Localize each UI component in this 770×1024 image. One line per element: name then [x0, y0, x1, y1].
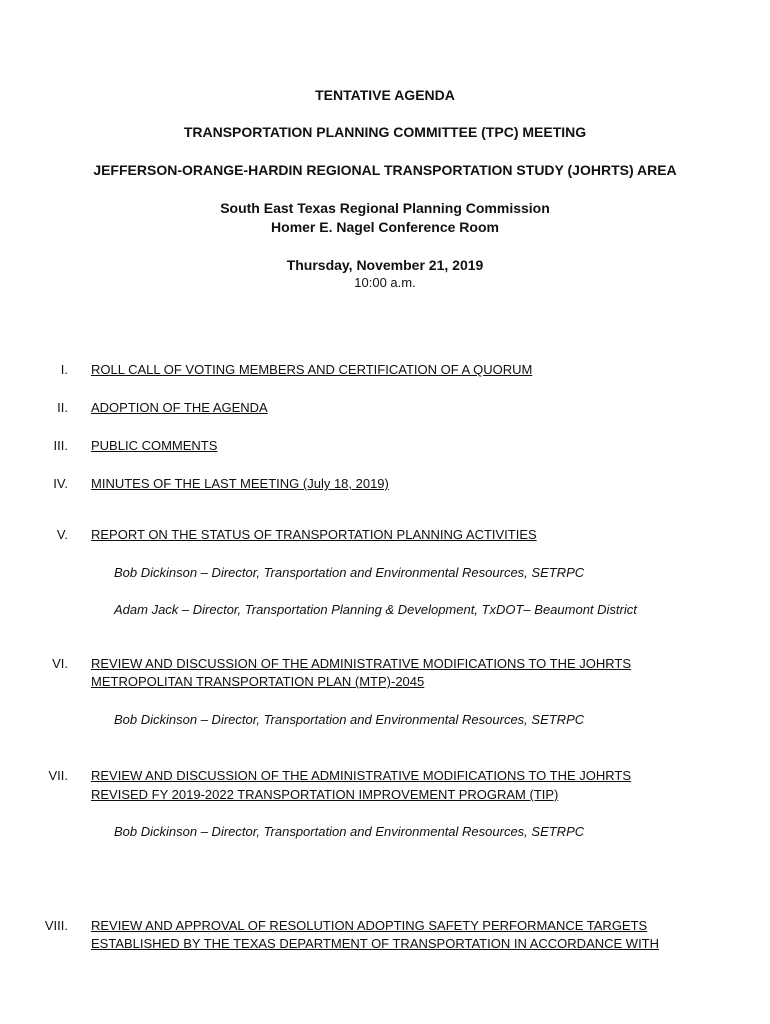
agenda-item-title-continued: ESTABLISHED BY THE TEXAS DEPARTMENT OF TRANSPORTATION IN ACCORDANCE WITH: [91, 936, 660, 951]
item-number: III.: [53, 438, 68, 453]
item-number: II.: [57, 400, 68, 415]
item-number: IV.: [53, 476, 68, 491]
agenda-item-title: REPORT ON THE STATUS OF TRANSPORTATION PLANNING ACTIVITIES: [91, 527, 537, 542]
presenter-line: Bob Dickinson – Director, Transportation and Environmental Resources, SETRPC: [114, 565, 585, 580]
presenter-line: Bob Dickinson – Director, Transportation and Environmental Resources, SETRPC: [114, 824, 585, 839]
presenter-line: Adam Jack – Director, Transportation Planning & Development, TxDOT– Beaumont District: [114, 602, 637, 617]
agenda-item-title: MINUTES OF THE LAST MEETING (July 18, 2019): [91, 476, 389, 491]
meeting-title: TRANSPORTATION PLANNING COMMITTEE (TPC) MEETING: [183, 124, 587, 140]
study-area-title: JEFFERSON-ORANGE-HARDIN REGIONAL TRANSPORTATION STUDY (JOHRTS) AREA: [93, 162, 677, 178]
item-number: VII.: [48, 768, 68, 783]
item-number: V.: [56, 527, 68, 542]
meeting-date: Thursday, November 21, 2019: [286, 257, 484, 273]
item-number: VI.: [52, 656, 68, 671]
agenda-item-title-continued: METROPOLITAN TRANSPORTATION PLAN (MTP)-2045: [91, 674, 425, 689]
item-number: VIII.: [44, 918, 68, 933]
agenda-type-heading: TENTATIVE AGENDA: [315, 87, 455, 103]
organization-name: South East Texas Regional Planning Commission: [220, 200, 550, 216]
presenter-line: Bob Dickinson – Director, Transportation and Environmental Resources, SETRPC: [114, 712, 585, 727]
meeting-location: Homer E. Nagel Conference Room: [271, 219, 499, 235]
agenda-item-title: REVIEW AND APPROVAL OF RESOLUTION ADOPTING SAFETY PERFORMANCE TARGETS: [91, 918, 648, 933]
item-number: I.: [60, 362, 68, 377]
agenda-item-title-continued: REVISED FY 2019-2022 TRANSPORTATION IMPROVEMENT PROGRAM (TIP): [91, 787, 559, 802]
agenda-item-title: ADOPTION OF THE AGENDA: [91, 400, 268, 415]
meeting-time: 10:00 a.m.: [354, 275, 416, 290]
agenda-item-title: PUBLIC COMMENTS: [91, 438, 218, 453]
agenda-item-title: REVIEW AND DISCUSSION OF THE ADMINISTRATIVE MODIFICATIONS TO THE JOHRTS: [91, 768, 632, 783]
agenda-item-title: REVIEW AND DISCUSSION OF THE ADMINISTRATIVE MODIFICATIONS TO THE JOHRTS: [91, 656, 632, 671]
agenda-item-title: ROLL CALL OF VOTING MEMBERS AND CERTIFICATION OF A QUORUM: [91, 362, 533, 377]
